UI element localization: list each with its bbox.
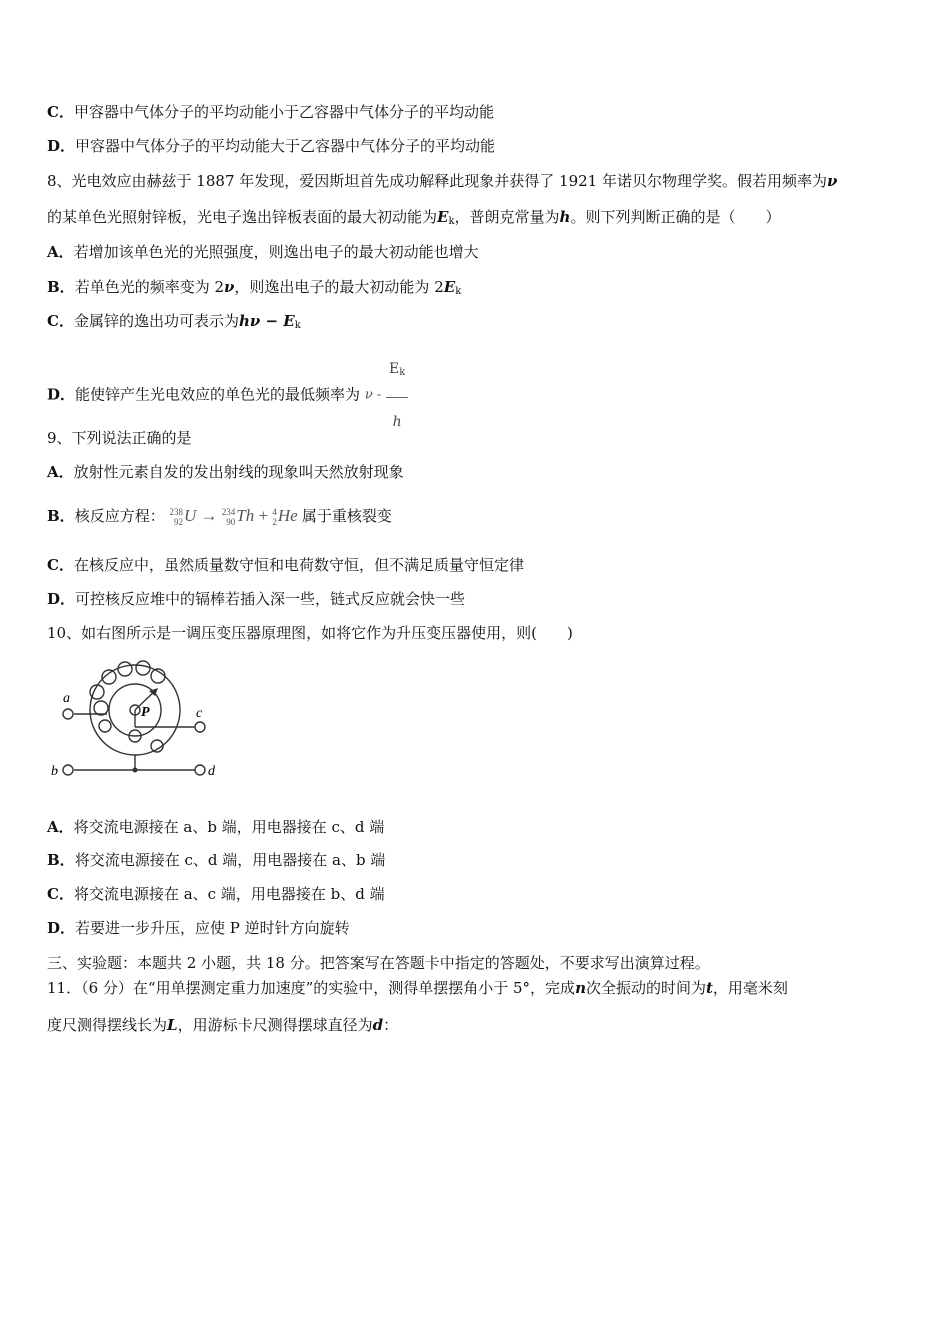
q7-option-c xyxy=(47,102,494,122)
option-label: C． xyxy=(47,556,74,574)
q11-text: 次全振动的时间为 xyxy=(585,979,706,997)
section-three-heading xyxy=(47,953,710,973)
q9-option-b xyxy=(47,496,392,536)
q9-stem xyxy=(47,428,192,448)
option-text: 甲容器中气体分子的平均动能小于乙容器中气体分子的平均动能 xyxy=(73,103,494,121)
ek-symbol: E xyxy=(437,208,449,226)
option-text: ，则逸出电子的最大初动能为 2 xyxy=(234,278,444,296)
q10-option-b xyxy=(47,850,385,870)
q7-option-d xyxy=(47,136,495,156)
q11-text: ，用毫米刻 xyxy=(712,979,788,997)
label-p: P xyxy=(141,705,150,720)
section-heading-text: 三、实验题：本题共 2 小题，共 18 分。把答案写在答题卡中指定的答题处，不要求写出演算过程。 xyxy=(47,954,710,972)
h-symbol: h xyxy=(559,208,571,226)
option-label: B． xyxy=(47,507,75,525)
q11-text: ： xyxy=(383,1016,399,1034)
option-text: 能使锌产生光电效应的单色光的最低频率为 xyxy=(75,385,361,404)
u-symbol: U xyxy=(183,506,197,525)
q10-stem-text: 10、如右图所示是一调压变压器原理图，如将它作为升压变压器使用，则( ) xyxy=(47,624,573,642)
q9-stem-text: 9、下列说法正确的是 xyxy=(47,429,192,447)
fraction-denominator: h xyxy=(392,414,402,430)
plus-sign: + xyxy=(258,506,269,525)
d-symbol: d xyxy=(372,1016,384,1034)
q8-option-b xyxy=(47,277,461,302)
q8-stem-text: 8、光电效应由赫兹于 1887 年发现，爱因斯坦首先成功解释此现象并获得了 1921 年诺贝尔物理学奖。假若用频率为 xyxy=(47,172,827,190)
transformer-diagram xyxy=(45,652,235,787)
q8-stem-text: ，普朗克常量为 xyxy=(454,208,560,226)
he-symbol: He xyxy=(277,506,298,525)
option-label: A． xyxy=(47,243,74,261)
terminal-c xyxy=(195,722,205,732)
t-symbol: t xyxy=(705,979,713,997)
option-text: 甲容器中气体分子的平均动能大于乙容器中气体分子的平均动能 xyxy=(75,137,496,155)
option-text: 放射性元素自发的发出射线的现象叫天然放射现象 xyxy=(73,463,404,481)
he-nuclide-numbers xyxy=(272,507,277,527)
l-symbol: L xyxy=(167,1016,178,1034)
q11-text: 度尺测得摆线长为 xyxy=(47,1016,168,1034)
th-atomic-number: 90 xyxy=(226,517,236,528)
q8-option-a xyxy=(47,242,479,262)
q9-option-d xyxy=(47,589,465,609)
option-text: 若增加该单色光的光照强度，则逸出电子的最大初动能也增大 xyxy=(73,243,479,261)
option-label: D． xyxy=(47,385,76,404)
ek-symbol: E xyxy=(443,278,456,296)
he-atomic-number: 2 xyxy=(272,517,277,528)
option-label: B． xyxy=(47,278,75,296)
ek-subscript: k xyxy=(455,286,462,297)
q10-option-a xyxy=(47,817,384,837)
fraction xyxy=(386,345,408,446)
q8-option-c xyxy=(47,311,301,336)
nu-symbol: ν xyxy=(224,278,235,296)
option-label: D． xyxy=(47,590,76,608)
option-text: 将交流电源接在 a、c 端，用电器接在 b、d 端 xyxy=(73,885,385,903)
option-label: C． xyxy=(47,103,74,121)
option-text: 可控核反应堆中的镉棒若插入深一些，链式反应就会快一些 xyxy=(75,590,466,608)
nuclear-equation xyxy=(169,506,301,528)
reaction-arrow: → xyxy=(200,506,218,525)
nu-symbol: ν xyxy=(826,172,838,190)
fraction-numerator xyxy=(386,345,408,398)
option-label: A． xyxy=(47,463,74,481)
junction-dot xyxy=(133,768,138,773)
option-label: D． xyxy=(47,137,76,155)
option-text: 金属锌的逸出功可表示为 xyxy=(73,312,239,330)
option-text: 若单色光的频率变为 2 xyxy=(74,278,224,296)
q10-option-d xyxy=(47,918,350,938)
q9-option-a xyxy=(47,462,404,482)
option-label: C． xyxy=(47,885,74,903)
option-text: 在核反应中，虽然质量数守恒和电荷数守恒，但不满足质量守恒定律 xyxy=(73,556,524,574)
label-a: a xyxy=(63,691,70,706)
th-nuclide-numbers xyxy=(222,507,236,527)
u-nuclide-numbers xyxy=(169,507,183,527)
option-text: 将交流电源接在 c、d 端，用电器接在 a、b 端 xyxy=(74,851,386,869)
th-symbol: Th xyxy=(236,506,255,525)
q8-stem-line2 xyxy=(47,207,780,232)
th-mass-number: 234 xyxy=(221,507,236,518)
option-text: 将交流电源接在 a、b 端，用电器接在 c、d 端 xyxy=(73,818,385,836)
q9-option-c xyxy=(47,555,524,575)
numerator-subscript: k xyxy=(399,367,406,378)
u-mass-number: 238 xyxy=(169,507,183,518)
label-c: c xyxy=(196,706,203,721)
q8-stem-text: 的某单色光照射锌板，光电子逸出锌板表面的最大初动能为 xyxy=(47,208,438,226)
option-label: D． xyxy=(47,919,76,937)
n-symbol: n xyxy=(575,979,586,997)
q11-text: 11．（6 分）在“用单摆测定重力加速度”的实验中，测得单摆摆角小于 5°，完成 xyxy=(47,979,576,997)
terminal-b xyxy=(63,765,73,775)
q11-text: ，用游标卡尺测得摆球直径为 xyxy=(177,1016,373,1034)
option-label: C． xyxy=(47,312,74,330)
q8-stem-text: 。则下列判断正确的是（ ） xyxy=(570,208,781,226)
option-text: 核反应方程： xyxy=(74,507,165,525)
terminal-a xyxy=(63,709,73,719)
option-text: 属于重核裂变 xyxy=(301,507,392,525)
formula-lead: ν - xyxy=(364,387,382,403)
ek-subscript: k xyxy=(294,320,301,331)
q11-line2 xyxy=(47,1015,398,1035)
u-atomic-number: 92 xyxy=(173,517,183,528)
q8-stem-line1 xyxy=(47,171,837,191)
q11-line1 xyxy=(47,978,788,998)
formula: hν − E xyxy=(238,312,295,330)
option-label: B． xyxy=(47,851,75,869)
option-text: 若要进一步升压，应使 P 逆时针方向旋转 xyxy=(75,919,350,937)
label-b: b xyxy=(51,764,58,779)
option-label: A． xyxy=(47,818,74,836)
terminal-d xyxy=(195,765,205,775)
q10-stem xyxy=(47,623,573,643)
numerator-symbol: E xyxy=(389,361,400,377)
q10-option-c xyxy=(47,884,385,904)
label-d: d xyxy=(208,764,215,779)
ek-subscript: k xyxy=(448,216,455,227)
he-mass-number: 4 xyxy=(272,507,277,518)
